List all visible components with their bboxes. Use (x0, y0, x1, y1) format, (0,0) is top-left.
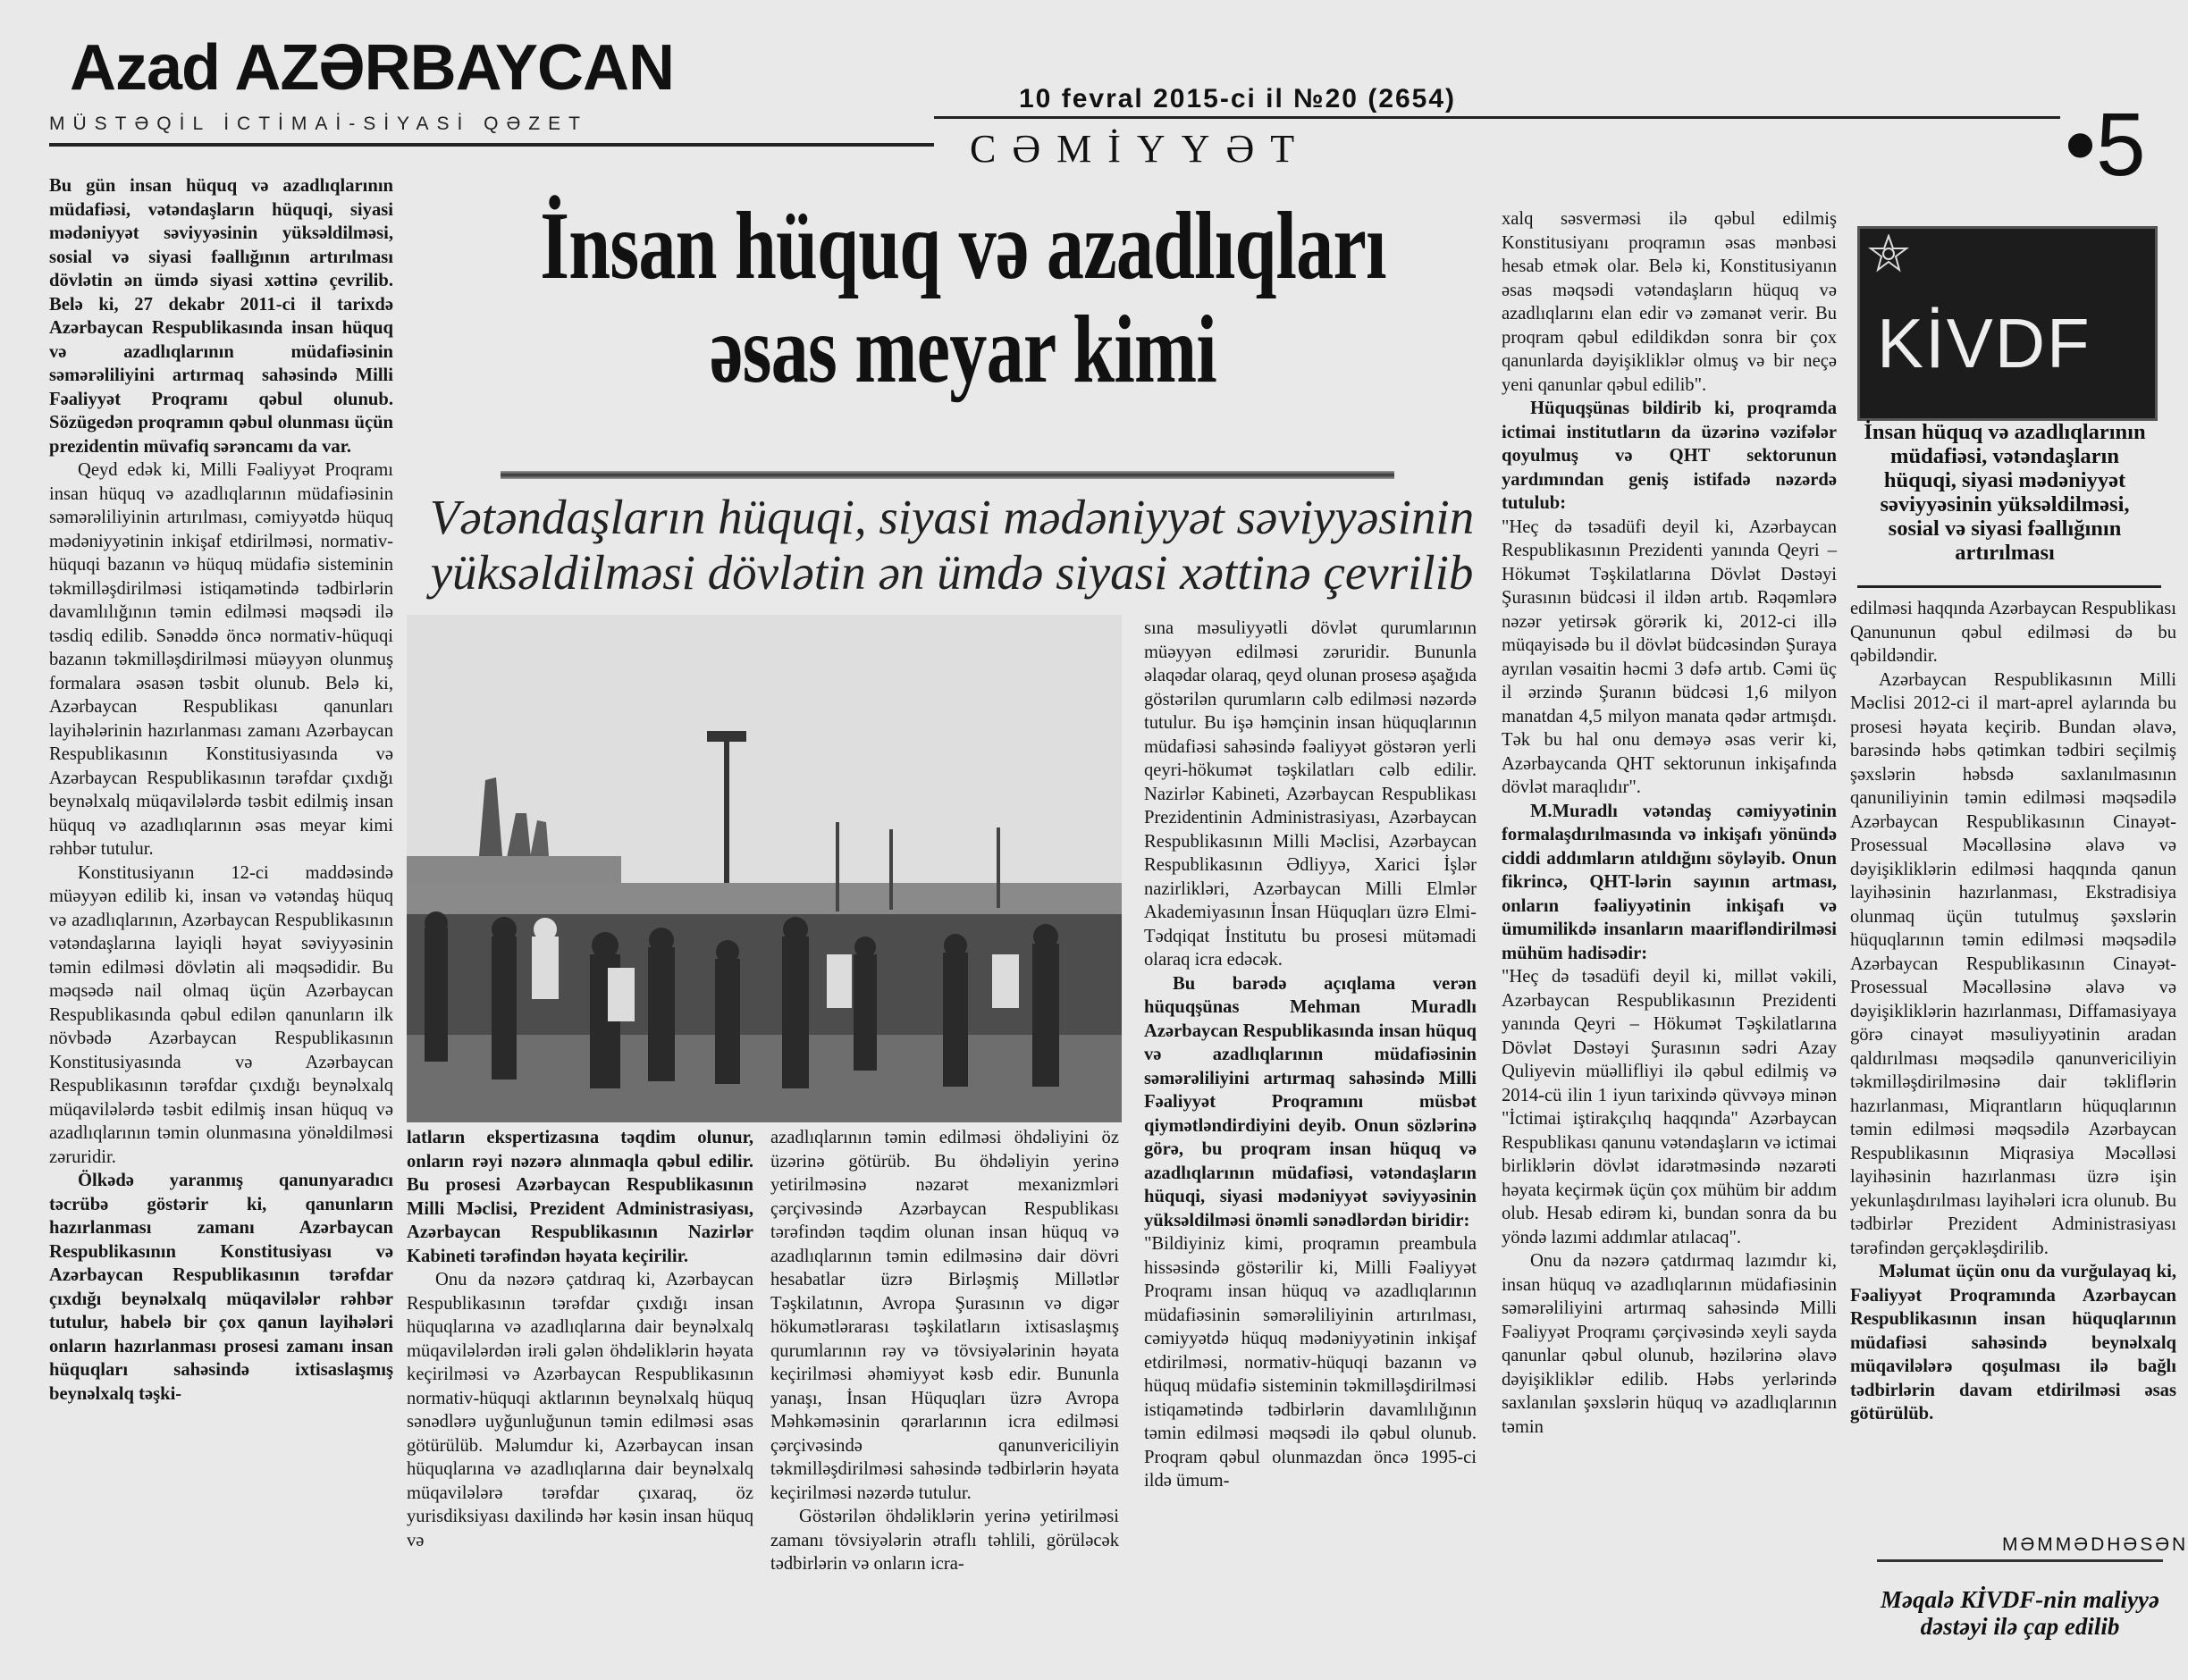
sponsor-footnote: Məqalə KİVDF-nin maliyyə dəstəyi ilə çap edilib (1881, 1586, 2159, 1640)
article-column-2 (407, 1126, 753, 1552)
article-column-6 (1850, 597, 2176, 1426)
article-headline: İnsan hüquq və azadlıqları əsas meyar kimi (540, 193, 1386, 403)
col3-paragraph-1: azadlıqlarının təmin edilməsi öhdəliyini öz üzərinə götürüb. Bu öhdəliyin yerinə yetirilməsinə nəzarət mexanizmləri çərçivəsində Azərbaycan Respublikası tərəfindən təqdim olunan insan hüquq və azadlıqlarının təmin edilməsinə dair dövri hesabatlar üzrə Birləşmiş Millətlər Təşkilatının, Avropa Şurasının və digər hökumətlərarası təşkilatların ixtisaslaşmış qurumlarının rəy və tövsiyələrinin həyata keçirilməsi əhəmiyyət kəsb edir. Bununla yanaşı, İnsan Hüquqları üzrə Avropa Məhkəməsinin qərarlarının icra edilməsi çərçivəsində qanunvericiliyin təkmilləşdirilməsi sahəsində tədbirlərin həyata keçirilməsi nəzərdə tutulur. (770, 1128, 1119, 1503)
col5-paragraph-3: "Heç də təsadüfi deyil ki, Azərbaycan Respublikasının Prezidenti yanında Qeyri – Hökumət Təşkilatlarına Dövlət Dəstəyi Şurasının büdcəsi il ildən artıb. Rəqəmlərə nəzər yetirsək görərik ki, 2012-ci illə müqayisədə bu il dövlət büdcəsindən Şuraya ayrılan vəsaitin həcmi 3 dəfə artıb. Cəmi üç il ərzində Şuranın büdcəsi 1,6 milyon manatdan 4,5 milyon manata qədər artmışdı. Tək bu hal onu deməyə əsas verir ki, Azərbaycanda QHT sektorunun inkişafında dövlət maraqlıdır". (1502, 517, 1837, 797)
col4-paragraph-1: sına məsuliyyətli dövlət qurumlarının müəyyən edilməsi zəruridir. Bununla əlaqədar olaraq, qeyd olunan prosesə aşağıda göstərilən qurumların cəlb edilməsi nəzərdə tutulur. Bu işə həmçinin insan hüquqlarının müdafiəsi sahəsində fəaliyyət göstərən yerli qeyri-hökumət təşkilatları cəlb edilir. Nazirlər Kabineti, Azərbaycan Respublikası Prezidentinin Administrasiyası, Azərbaycan Respublikasının Milli Məclisi, Azərbaycan Respublikasının Ədliyyə, Xarici İşlər nazirlikləri, Azərbaycan Milli Elmlər Akademiyasının İnsan Hüquqları üzrə Elmi-Tədqiqat İnstitutu bu prosesi mütəmadi olaraq icra edəcək. (1144, 618, 1477, 970)
newspaper-name: Azad AZƏRBAYCAN (70, 32, 674, 104)
col5-paragraph-1: xalq səsverməsi ilə qəbul edilmiş Konstitusiyanı proqramın əsas mənbəsi hesab etmək olar. Belə ki, Konstitusiyanın əsas məqsədi vətəndaşların hüquq və azadlıqlarını elan edir və zəmanət verir. Bu proqram qəbul edildikdən sonra bir çox qanunlarda dəyişikliklər olmuş və bir neçə yeni qanunlar qəbul edilib". (1502, 209, 1837, 395)
emblem-icon (1868, 234, 1909, 275)
article-subheadline: Vətəndaşların hüquqi, siyasi mədəniyyət səviyyəsinin yüksəldilməsi dövlətin ən ümdə siyasi xəttinə çevrilib (429, 490, 1475, 600)
col1-paragraph-2: Qeyd edək ki, Milli Fəaliyyət Proqramı insan hüquq və azadlıqlarının müdafiəsinin səmərəliliyinin artırılması, cəmiyyətdə hüquq mədəniyyətinin inkişaf etdirilməsi, normativ-hüquqi bazanın və hüquq müdafiə sisteminin təkmilləşdirilməsi istiqamətində tədbirlərin davamlılığının təmin edilməsi məqsədi ilə təsdiq edilib. Sənəddə öncə normativ-hüquqi bazanın təkmilləşdirilməsi müəyyən olunmuş formalara əsasən təsbit olunub. Belə ki, Azərbaycan Respublikası qanunları layihələrinin hazırlanması zamanı Azərbaycan Respublikasının Konstitusiyasında və Azərbaycan Respublikasının tərəfdar çıxdığı beynəlxalq müqavilələrdə təsbit edilmiş insan hüquq və azadlıqlarının əsas meyar kimi rəhbər tutulur. (49, 460, 393, 859)
col1-paragraph-3: Konstitusiyanın 12-ci maddəsində müəyyən edilib ki, insan və vətəndaş hüquq və azadlıqlarının, Azərbaycan Respublikasının vətəndaşlarına layiqli həyat səviyyəsinin təmin edilməsi dövlətin ali məqsədidir. Bu məqsədə nail olmaq üçün Azərbaycan Respublikasında qəbul edilən qanunların ilk növbədə Azərbaycan Respublikasının Konstitusiyasında və Azərbaycan Respublikasının tərəfdar çıxdığı beynəlxalq müqavilələrdə təsbit edilmiş insan hüquq və azadlıqlarının təmin olunmasına yönəldilməsi zəruridir. (49, 862, 393, 1167)
header-rule-left (49, 143, 934, 147)
sidebar-rule (1857, 585, 2161, 588)
section-title: CƏMİYYƏT (970, 127, 1311, 171)
col5-paragraph-4: M.Muradlı vətəndaş cəmiyyətinin formalaşdırılmasında və inkişafı yönündə ciddi addımların atıldığını söyləyib. Onun fikrincə, QHT-lərin sayının artması, onların fəaliyyətinin inkişafı və ümumilikdə insanların maarifləndirilməsi mühüm hadisədir: (1502, 801, 1837, 963)
col1-paragraph-1: Bu gün insan hüquq və azadlıqlarının müdafiəsi, vətəndaşların hüquqi, siyasi mədəniyyət səviyyəsinin yüksəldilməsi, sosial və siyasi fəallığının artırılması dövlətin ən ümdə siyasi xəttinə çevrilib. Belə ki, 27 dekabr 2011-ci il tarixdə Azərbaycan Respublikasında insan hüquq və azadlıqlarının müdafiəsinin səmərəliliyini artırmaq sahəsində Milli Fəaliyyət Proqramı qəbul olunub. Sözügedən proqramın qəbul olunması üçün prezidentin müvafiq sərəncamı da var. (49, 176, 393, 457)
col5-paragraph-6: Onu da nəzərə çatdırmaq lazımdır ki, insan hüquq və azadlıqlarının müdafiəsinin səmərəliliyini artırmaq sahəsində Milli Fəaliyyət Proqramı çərçivəsində xeyli sayda qanunlar qəbul olunub, həzilərinə əlavə dəyişikliklər edilib. Həbs yerlərində saxlanılan şəxslərin hüquq və azadlıqlarının təmin (1502, 1251, 1837, 1437)
col6-paragraph-3: Məlumat üçün onu da vurğulayaq ki, Fəaliyyət Proqramında Azərbaycan Respublikasının insan hüquqlarının müdafiəsi sahəsində beynəlxalq müqavilələrə qoşulması ilə bağlı tədbirlərin davam etdirilməsi əsas götürülüb. (1850, 1262, 2176, 1424)
col2-paragraph-2: Onu da nəzərə çatdıraq ki, Azərbaycan Respublikasının tərəfdar çıxdığı insan hüquqlarına və azadlıqlarına dair beynəlxalq müqavilələrdən irəli gələn öhdəliklərin həyata keçirilməsi və Azərbaycan Respublikasının normativ-hüquqi aktlarının beynəlxalq hüquq sənədlərə uyğunluğunun təmin edilməsi əsas götürülüb. Məlumdur ki, Azərbaycan insan hüquqlarına və azadlıqlarına dair beynəlxalq müqavilələrə tərəfdar çıxaraq, öz yurisdiksiyası daxilində hər kəsin insan hüquq və (407, 1270, 753, 1550)
col6-paragraph-2: Azərbaycan Respublikasının Milli Məclisi 2012-ci il mart-aprel aylarında bu prosesi həyata keçirib. Bundan əlavə, barəsində həbs qətimkan tədbiri seçilmiş şəxslərin həbsdə saxlanılmasının qanuniliyinin təmin edilməsi məqsədilə Azərbaycan Respublikasının Cinayət-Prosessual Məcəlləsinə əlavə və dəyişikliklərin edilməsi haqqında qanun layihəsinin hazırlanması, Ekstradisiya olunmaq üçün tutulmuş şəxslərin hüquqlarının təmin edilməsi məqsədilə Azərbaycan Respublikasının Cinayət-Prosessual Məcəlləsinə əlavə və dəyişikliklərin hazırlanması, Diffamasiyaya görə cinayət məsuliyyətinin aradan qaldırılması məqsədilə qanunvericiliyin təkmilləşdirilməsinə dair təkliflərin hazırlanması, Miqrantların hüquqlarının təmin edilməsi məqsədilə Azərbaycan Respublikasının Miqrasiya Məcəlləsi layihəsinin hazırlanması üzrə işin yekunlaşdırılması layihələri icra olunub. Bu tədbirlər Prezident Administrasiyası tərəfindən gerçəkləşdirilib. (1850, 669, 2176, 1258)
sidebar-caption: İnsan hüquq və azadlıqlarının müdafiəsi, vətəndaşların hüquqi, siyasi mədəniyyət səviyyəsinin yüksəldilməsi, sosial və siyasi fəallığının artırılması (1864, 420, 2146, 565)
header-rule (934, 116, 2060, 119)
crowd-photo (407, 615, 1122, 1122)
article-column-5 (1502, 207, 1837, 1439)
crowd-photo-icon (407, 615, 1122, 1122)
article-author: MƏMMƏDHƏSƏN (2002, 1534, 2188, 1555)
author-rule (1877, 1559, 2163, 1562)
col6-paragraph-1: edilməsi haqqında Azərbaycan Respublikası Qanununun qəbul edilməsi də bu qəbildəndir. (1850, 599, 2176, 666)
col5-paragraph-2: Hüquqşünas bildirib ki, proqramda ictimai institutların da üzərinə vəzifələr qoyulmuş və QHT sektorunun yardımından geniş istifadə nəzərdə tutulub: (1502, 399, 1837, 513)
article-column-3 (770, 1126, 1119, 1576)
col1-paragraph-4: Ölkədə yaranmış qanunyaradıcı təcrübə göstərir ki, qanunların hazırlanması zamanı Azərbaycan Respublikasının Konstitusiyası və Azərbaycan Respublikasının tərəfdar çıxdığı beynəlxalq müqavilələr rəhbər tutulur, habelə bir çox qanun layihələri onların hazırlanması prosesi zamanı insan hüquqları sahəsində ixtisaslaşmış beynəlxalq təşki- (49, 1171, 393, 1404)
issue-date: 10 fevral 2015-ci il №20 (2654) (1019, 84, 1457, 113)
headline-rule (501, 471, 1394, 479)
article-column-1 (49, 174, 393, 1406)
page-number: •5 (2065, 95, 2146, 195)
col5-paragraph-5: "Heç də təsadüfi deyil ki, millət vəkili, Azərbaycan Respublikasının Prezidenti yanında Qeyri – Hökumət Təşkilatlarına Dövlət Dəstəyi Şurasının sədri Azay Quliyevin müəllifliyi ilə qəbul edilmiş və 2014-cü ilin 1 iyun tarixində qüvvəyə minən "İctimai iştirakçılıq haqqında" Azərbaycan Respublikası qanunu vətəndaşların və ictimai birliklərin dövlət idarətməsində nəzarəti həyata keçirmək üçün çox mühüm bir addım olub. Hesab edirəm ki, bundan sonra da bu yöndə lazımi addımlar atılacaq". (1502, 967, 1837, 1247)
col4-paragraph-2: Bu barədə açıqlama verən hüquqşünas Mehman Muradlı Azərbaycan Respublikasında insan hüquq və azadlıqlarının müdafiəsinin səmərəliliyini artırmaq sahəsində Milli Fəaliyyət Proqramını müsbət qiymətləndirdiyini deyib. Onun sözlərinə görə, bu proqram insan hüquq və azadlıqlarının müdafiəsi, vətəndaşların hüquqi, siyasi mədəniyyət səviyyəsinin yüksəldilməsi önəmli sənədlərdən biridir: (1144, 973, 1477, 1231)
col2-paragraph-1: latların ekspertizasına təqdim olunur, onların rəyi nəzərə alınmaqla qəbul edilir. Bu prosesi Azərbaycan Respublikasının Milli Məclisi, Prezident Administrasiyası, Azərbaycan Respublikasının Nazirlər Kabineti tərəfindən həyata keçirilir. (407, 1128, 753, 1266)
article-column-4 (1144, 617, 1477, 1493)
newspaper-subtitle: MÜSTƏQİL İCTİMAİ-SİYASİ QƏZET (49, 113, 588, 134)
kivdf-logo-text: KİVDF (1877, 304, 2091, 382)
col3-paragraph-2: Göstərilən öhdəliklərin yerinə yetirilməsi zamanı tövsiyələrin ətraflı təhlili, görüləcək tədbirlərin və onların icra- (770, 1507, 1119, 1574)
col4-paragraph-3: "Bildiyiniz kimi, proqramın preambula hissəsində göstərilir ki, Milli Fəaliyyət Proqramı insan hüquq və azadlıqlarının müdafiəsinin səmərəliliyinin artırılması, cəmiyyətdə hüquq mədəniyyətinin inkişaf etdirilməsi, normativ-hüquqi bazanın və hüquq müdafiə sisteminin təkmilləşdirilməsi istiqamətində tədbirlərin davamlılığının təmin edilməsi məqsədi ilə qəbul olunub. Proqram qəbul olunmazdan öncə 1995-ci ildə ümum- (1144, 1234, 1477, 1491)
